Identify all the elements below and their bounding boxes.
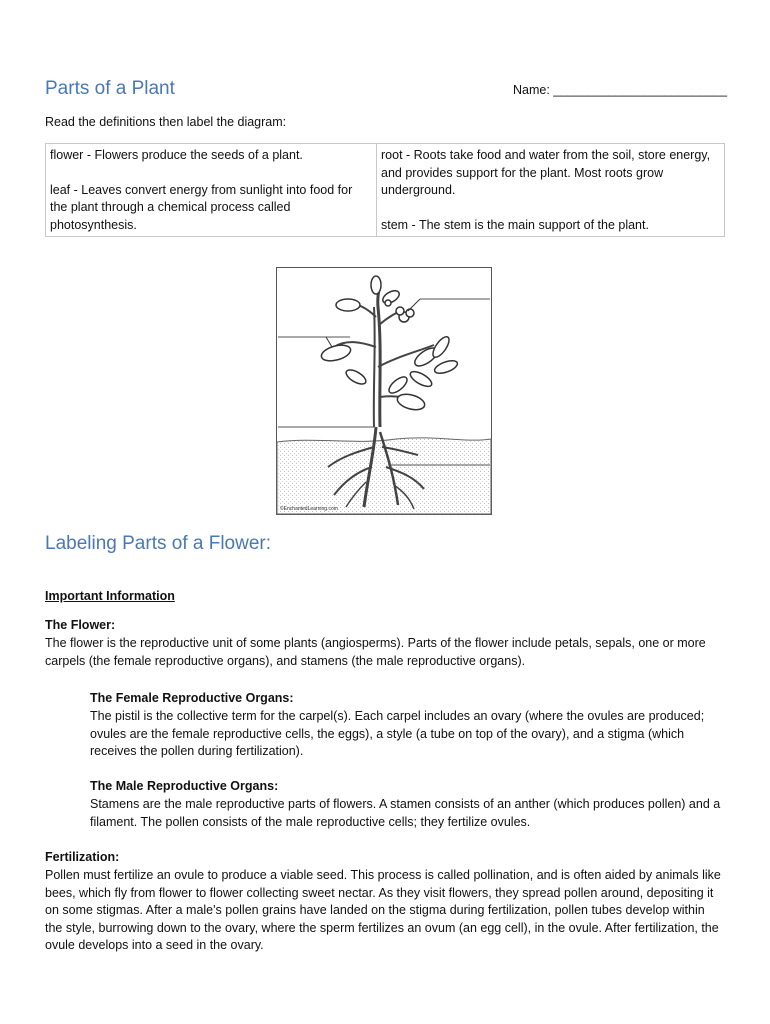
instructions: Read the definitions then label the diagram: [45, 115, 287, 129]
definitions-table [45, 143, 725, 237]
important-heading: Important Information [45, 589, 175, 603]
definition-leaf: leaf - Leaves convert energy from sunlight into food for the plant through a chemical process called photosynthesis. [50, 182, 353, 232]
female-heading: The Female Reproductive Organs: [90, 691, 294, 705]
fertilization-paragraph: Pollen must fertilize an ovule to produce a viable seed. This process is called pollination, and is often aided by animals like bees, which fly from flower to flower collecting sweet nectar. As they visit flowers, they spread pollen around, depositing it on some stigmas. After a male's pollen grains have landed on the stigma during fertilization, pollen tubes develop within the style, burrowing down to the ovary, where the sperm fertilizes an ovum (an egg cell), in the ovule. After fertilization, the ovule develops into a seed in the ovary. [45, 868, 721, 952]
fertilization-heading: Fertilization: [45, 850, 120, 864]
plant-diagram [276, 267, 492, 515]
definition-root: root - Roots take food and water from the soil, store energy, and provides support for the plant. Most roots grow underground. [381, 148, 711, 197]
definitions-left-cell [46, 144, 377, 237]
flower-heading: The Flower: [45, 618, 116, 632]
male-heading: The Male Reproductive Organs: [90, 779, 279, 793]
female-paragraph: The pistil is the collective term for the carpel(s). Each carpel includes an ovary (where the ovules are produced; ovules are the female reproductive cells, the eggs), a style (a tube on top of the ovary), and a stigma (which receives the pollen during fertilization). [90, 709, 705, 758]
male-paragraph: Stamens are the male reproductive parts of flowers. A stamen consists of an anther (which produces pollen) and a filament. The pollen consists of the male reproductive cells; they fertilize ovules. [90, 797, 721, 829]
name-field-label: Name: _________________________ [513, 83, 728, 97]
diagram-copyright: ©EnchantedLearning.com [280, 506, 338, 512]
flower-paragraph: The flower is the reproductive unit of some plants (angiosperms). Parts of the flower include petals, sepals, one or more carpels (the female reproductive organs), and stamens (the male reproductive organs). [45, 636, 706, 668]
definitions-right-cell [377, 144, 725, 237]
definition-stem: stem - The stem is the main support of the plant. [381, 217, 649, 232]
definition-flower: flower - Flowers produce the seeds of a plant. [50, 148, 303, 162]
page-title: Parts of a Plant [45, 78, 175, 99]
section-title-flower: Labeling Parts of a Flower: [45, 533, 272, 554]
